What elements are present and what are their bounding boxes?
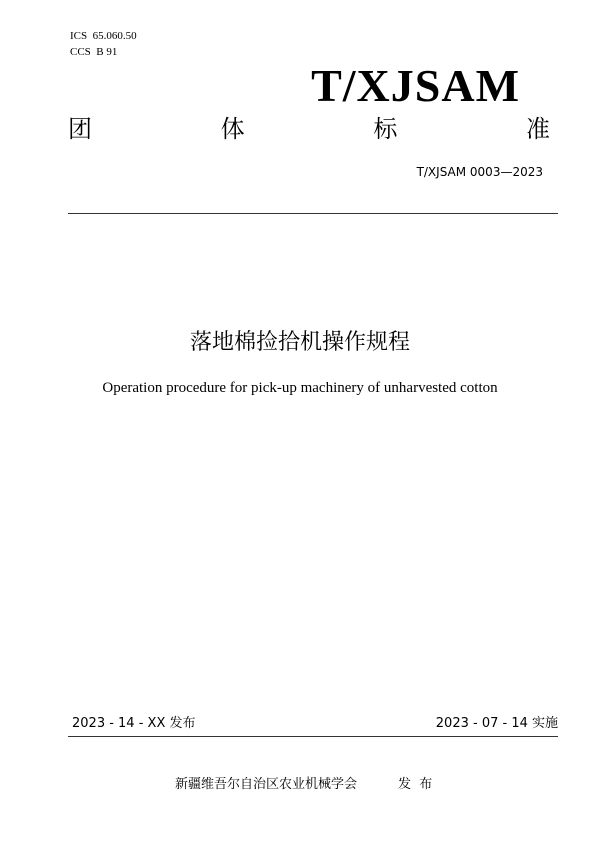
standard-type-char: 准 [525, 115, 550, 143]
classification-block [70, 28, 137, 60]
association-logo: T/XJSAM [311, 60, 520, 111]
standard-type-char: 体 [220, 115, 245, 143]
standard-number: T/XJSAM 0003—2023 [416, 165, 543, 179]
ics-code: ICS 65.060.50 [70, 30, 137, 42]
issue-date: 2023 - 14 - XX 发布 [72, 716, 196, 731]
top-divider [68, 213, 558, 214]
standard-type-char: 团 [68, 115, 92, 143]
standard-type [68, 114, 550, 144]
document-title-cn: 落地棉捡拾机操作规程 [189, 330, 410, 355]
standard-type-char: 标 [373, 115, 398, 143]
bottom-divider [68, 736, 558, 737]
publish-label: 发 布 [398, 777, 433, 792]
document-title-en: Operation procedure for pick-up machinery of unharvested cotton [102, 380, 498, 396]
implementation-date: 2023 - 07 - 14 实施 [435, 716, 558, 731]
publisher-name: 新疆维吾尔自治区农业机械学会 [175, 777, 358, 792]
ccs-code: CCS B 91 [70, 46, 118, 58]
